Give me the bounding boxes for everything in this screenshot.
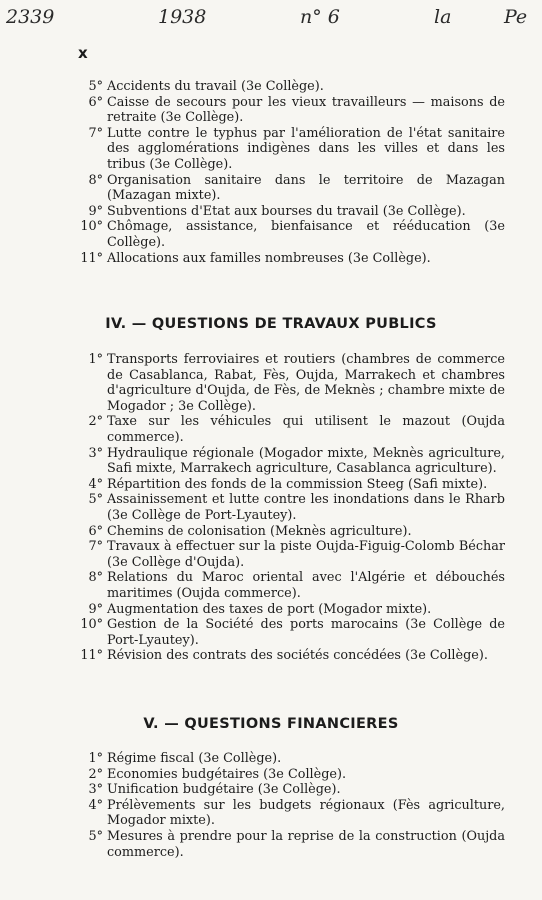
list-item <box>0 782 542 798</box>
item-text: Economies budgétaires (3e Collège). <box>107 766 347 782</box>
list-item <box>0 539 542 570</box>
list-item <box>0 829 542 860</box>
list-item <box>0 79 542 95</box>
item-text: Augmentation des taxes de port (Mogador mixte). <box>107 601 432 617</box>
item-number: 10° <box>80 219 103 235</box>
item-text: Gestion de la Société des ports marocains (3e Collège de Port-Lyautey). <box>107 617 505 648</box>
list-item <box>0 477 542 493</box>
item-number: 4° <box>88 797 103 813</box>
item-number: 6° <box>88 94 103 110</box>
item-number: 11° <box>80 648 103 664</box>
item-number: 10° <box>80 617 103 633</box>
item-text: Taxe sur les véhicules qui utilisent le mazout (Oujda commerce). <box>107 414 505 445</box>
item-number: 5° <box>88 828 103 844</box>
item-text: Répartition des fonds de la commission Steeg (Safi mixte). <box>107 476 488 492</box>
list-item <box>0 95 542 126</box>
item-number: 1° <box>88 751 103 766</box>
item-number: 7° <box>88 125 103 141</box>
handwritten-note-b: Pe <box>504 6 528 28</box>
section-iv-list <box>0 352 542 664</box>
item-text: Unification budgétaire (3e Collège). <box>107 782 341 798</box>
handwritten-year: 1938 <box>158 6 207 28</box>
item-number: 5° <box>88 79 103 94</box>
item-text: Régime fiscal (3e Collège). <box>107 751 282 766</box>
handwritten-note-a: la <box>434 6 452 28</box>
list-item <box>0 173 542 204</box>
item-number: 7° <box>88 539 103 555</box>
item-text: Transports ferroviaires et routiers (chambres de commerce de Casablanca, Rabat, Fès, Oujda, Marrakech et chambres d'agriculture d'Oujda, de Fès, de Meknès ; chambre mixte de Mogador ; 3e Collège). <box>107 352 505 414</box>
list-item <box>0 648 542 664</box>
item-number: 9° <box>88 203 103 219</box>
item-number: 6° <box>88 523 103 539</box>
item-number: 3° <box>88 782 103 798</box>
item-number: 5° <box>88 492 103 508</box>
item-text: Relations du Maroc oriental avec l'Algérie et débouchés maritimes (Oujda commerce). <box>107 570 505 601</box>
list-item <box>0 126 542 173</box>
section-iii-list <box>0 79 542 266</box>
list-item <box>0 617 542 648</box>
list-item <box>0 414 542 445</box>
item-number: 8° <box>88 570 103 586</box>
item-number: 1° <box>88 352 103 367</box>
list-item <box>0 492 542 523</box>
item-text: Accidents du travail (3e Collège). <box>107 79 324 94</box>
item-text: Subventions d'Etat aux bourses du travail (3e Collège). <box>107 203 466 219</box>
section-v-list <box>0 751 542 860</box>
list-item <box>0 251 542 267</box>
item-text: Travaux à effectuer sur la piste Oujda-Figuig-Colomb Béchar (3e Collège d'Oujda). <box>107 539 505 570</box>
item-text: Révision des contrats des sociétés concédées (3e Collège). <box>107 648 488 664</box>
item-number: 11° <box>80 250 103 266</box>
item-number: 9° <box>88 601 103 617</box>
item-text: Mesures à prendre pour la reprise de la construction (Oujda commerce). <box>107 828 505 860</box>
item-number: 3° <box>88 445 103 461</box>
item-text: Chemins de colonisation (Meknès agriculture). <box>107 523 412 539</box>
item-text: Allocations aux familles nombreuses (3e Collège). <box>107 250 431 266</box>
item-text: Lutte contre le typhus par l'amélioration de l'état sanitaire des agglomérations indigènes dans les villes et dans les tribus (3e Collège). <box>107 125 505 172</box>
list-item <box>0 524 542 540</box>
list-item <box>0 767 542 783</box>
list-item <box>0 219 542 250</box>
list-item <box>0 446 542 477</box>
item-text: Organisation sanitaire dans le territoire de Mazagan (Mazagan mixte). <box>107 172 505 204</box>
section-v-heading: V. — QUESTIONS FINANCIERES <box>143 716 399 732</box>
list-item <box>0 570 542 601</box>
handwritten-reference: 2339 <box>6 6 55 28</box>
item-text: Prélèvements sur les budgets régionaux (Fès agriculture, Mogador mixte). <box>107 797 505 829</box>
item-number: 8° <box>88 172 103 188</box>
section-iv-heading: IV. — QUESTIONS DE TRAVAUX PUBLICS <box>105 316 437 332</box>
item-text: Hydraulique régionale (Mogador mixte, Meknès agriculture, Safi mixte, Marrakech agriculture, Casablanca agriculture). <box>107 445 505 477</box>
item-number: 2° <box>88 414 103 430</box>
item-text: Caisse de secours pour les vieux travailleurs — maisons de retraite (3e Collège). <box>107 94 505 126</box>
item-text: Chômage, assistance, bienfaisance et rééducation (3e Collège). <box>107 219 505 250</box>
page-mark: x <box>78 44 88 62</box>
item-text: Assainissement et lutte contre les inondations dans le Rharb (3e Collège de Port-Lyautey). <box>107 492 505 523</box>
list-item <box>0 204 542 220</box>
list-item <box>0 352 542 414</box>
list-item <box>0 798 542 829</box>
handwritten-number: n° 6 <box>300 6 340 28</box>
list-item <box>0 751 542 767</box>
list-item <box>0 602 542 618</box>
item-number: 4° <box>88 476 103 492</box>
item-number: 2° <box>88 766 103 782</box>
